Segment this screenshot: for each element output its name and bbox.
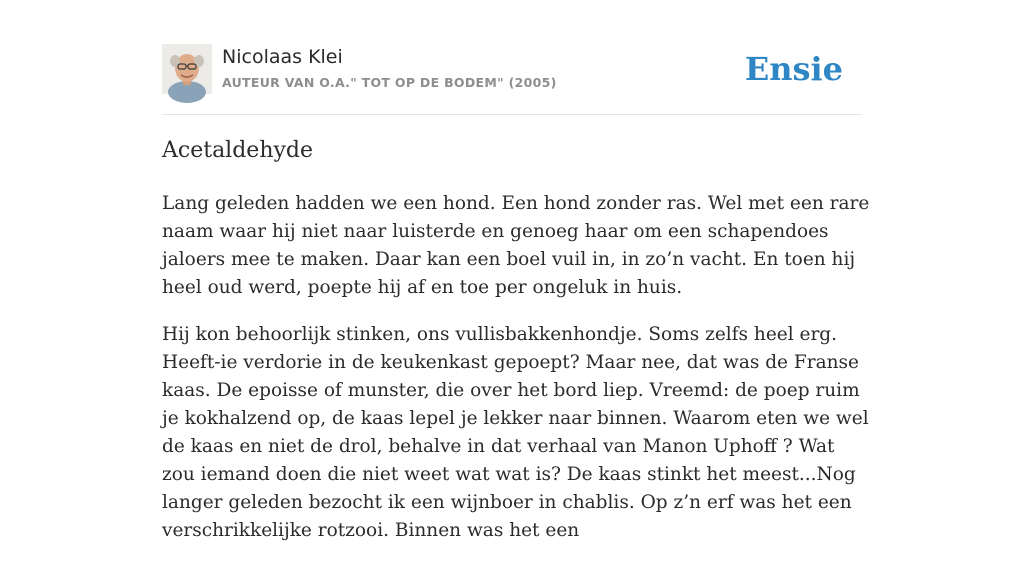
author-name[interactable]: Nicolaas Klei bbox=[222, 46, 343, 68]
ensie-logo[interactable]: Ensie bbox=[744, 50, 843, 88]
author-subtitle: AUTEUR VAN O.A." TOT OP DE BODEM" (2005) bbox=[222, 75, 557, 90]
paragraph: Hij kon behoorlijk stinken, ons vullisbakkenhondje. Soms zelfs heel erg. Heeft-ie verdorie in de keukenkast gepoept? Maar nee, dat was de Franse kaas. De epoisse of munster, die over het bord liep. Vreemd: de poep ruim je kokhalzend op, de kaas lepel je lekker naar binnen. Waarom eten we wel de kaas en niet de drol, behalve in dat verhaal van Manon Uphoff ? Wat zou iemand doen die niet weet wat wat is? De kaas stinkt het meest...Nog langer geleden bezocht ik een wijnboer in chablis. Op z’n erf was het een verschrikkelijke rotzooi. Binnen was het een bbox=[162, 324, 869, 541]
author-avatar[interactable] bbox=[162, 44, 212, 94]
article-title: Acetaldehyde bbox=[162, 138, 314, 163]
paragraph: Lang geleden hadden we een hond. Een hond zonder ras. Wel met een rare naam waar hij niet naar luisterde en genoeg haar om een schapendoes jaloers mee te maken. Daar kan een boel vuil in, in zo’n vacht. En toen hij heel oud werd, poepte hij af en toe per ongeluk in huis. bbox=[162, 193, 870, 298]
article-body bbox=[162, 190, 872, 564]
article-header bbox=[162, 40, 862, 115]
author-portrait-image bbox=[162, 44, 212, 94]
